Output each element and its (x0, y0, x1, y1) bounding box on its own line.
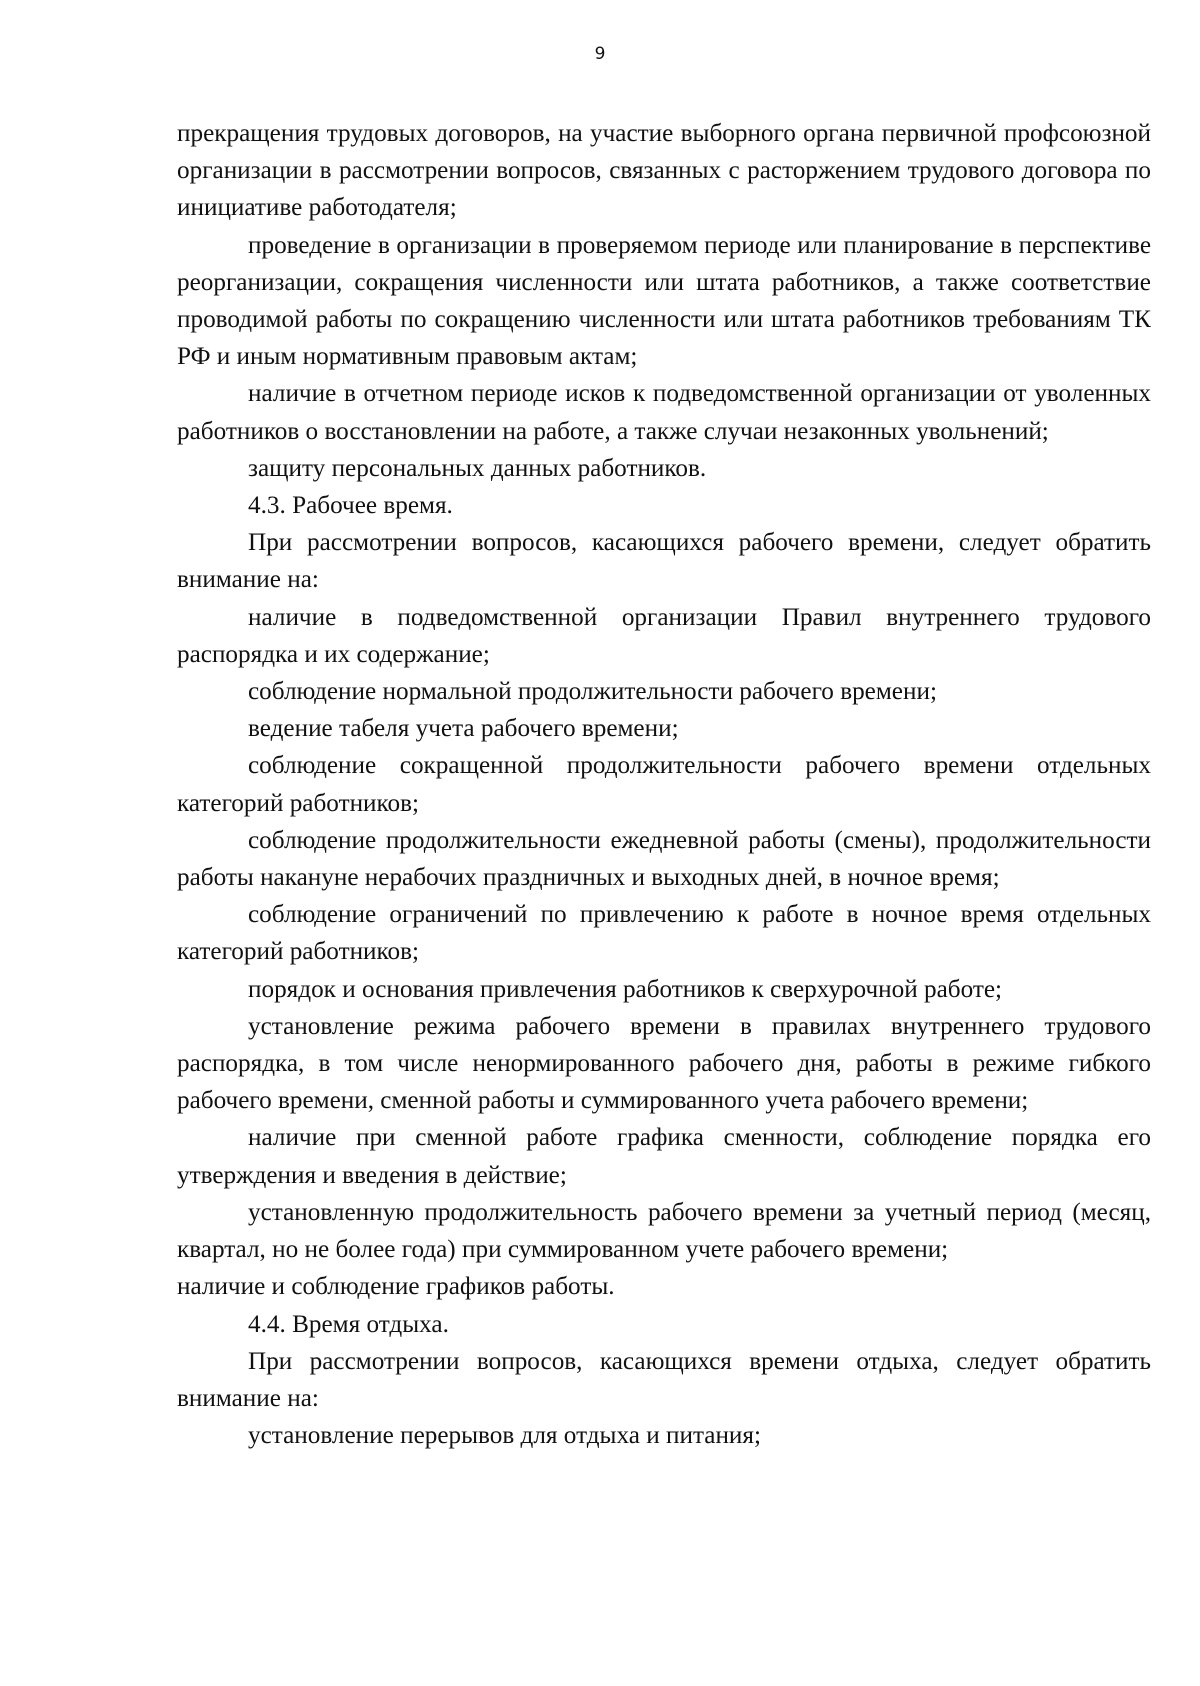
paragraph-personal-data: защиту персональных данных работников. (248, 454, 707, 482)
section-heading-4-3: 4.3. Рабочее время. (248, 492, 453, 520)
section-heading-4-4: 4.4. Время отдыха. (248, 1310, 449, 1338)
paragraph-continuation: прекращения трудовых договоров, на участие выборного органа первичной профсоюзной организации в рассмотрении вопросов, связанных с расторжением трудового договора по инициативе работодателя; (177, 120, 1151, 222)
paragraph-work-schedules: наличие и соблюдение графиков работы. (177, 1273, 615, 1301)
paragraph-working-regime: установление режима рабочего времени в правилах внутреннего трудового распорядка, в том числе ненормированного рабочего дня, работы в режиме гибкого рабочего времени, сменной работы и суммированного учета рабочего времени; (177, 1012, 1151, 1115)
paragraph-reorganization: проведение в организации в проверяемом периоде или планирование в перспективе реорганизации, сокращения численности или штата работников, а также соответствие проводимой работы по сокращению численности или штата работников требованиям ТК РФ и иным нормативным правовым актам; (177, 231, 1151, 371)
paragraph-accounting-period: установленную продолжительность рабочего времени за учетный период (месяц, квартал, но не более года) при суммированном учете рабочего времени; (177, 1198, 1151, 1264)
paragraph-night-restrictions: соблюдение ограничений по привлечению к работе в ночное время отдельных категорий работников; (177, 901, 1151, 966)
paragraph-daily-duration: соблюдение продолжительности ежедневной работы (смены), продолжительности работы накануне нерабочих праздничных и выходных дней, в ночное время; (177, 826, 1151, 892)
paragraph-shift-schedule: наличие при сменной работе графика сменности, соблюдение порядка его утверждения и введения в действие; (177, 1124, 1151, 1189)
paragraph-normal-duration: соблюдение нормальной продолжительности рабочего времени; (248, 678, 937, 706)
paragraph-internal-rules: наличие в подведомственной организации Правил внутреннего трудового распорядка и их содержание; (177, 603, 1151, 668)
paragraph-breaks: установление перерывов для отдыха и питания; (248, 1422, 761, 1450)
paragraph-rest-time-intro: При рассмотрении вопросов, касающихся времени отдыха, следует обратить внимание на: (177, 1347, 1151, 1412)
paragraph-timesheet: ведение табеля учета рабочего времени; (248, 715, 679, 743)
paragraph-overtime: порядок и основания привлечения работников к сверхурочной работе; (248, 975, 1003, 1003)
document-body (177, 115, 1151, 1454)
page-number: 9 (594, 44, 606, 64)
paragraph-reduced-duration: соблюдение сокращенной продолжительности рабочего времени отдельных категорий работников; (177, 752, 1151, 817)
paragraph-working-time-intro: При рассмотрении вопросов, касающихся рабочего времени, следует обратить внимание на: (177, 529, 1151, 594)
paragraph-lawsuits: наличие в отчетном периоде исков к подведомственной организации от уволенных работников о восстановлении на работе, а также случаи незаконных увольнений; (177, 380, 1151, 445)
